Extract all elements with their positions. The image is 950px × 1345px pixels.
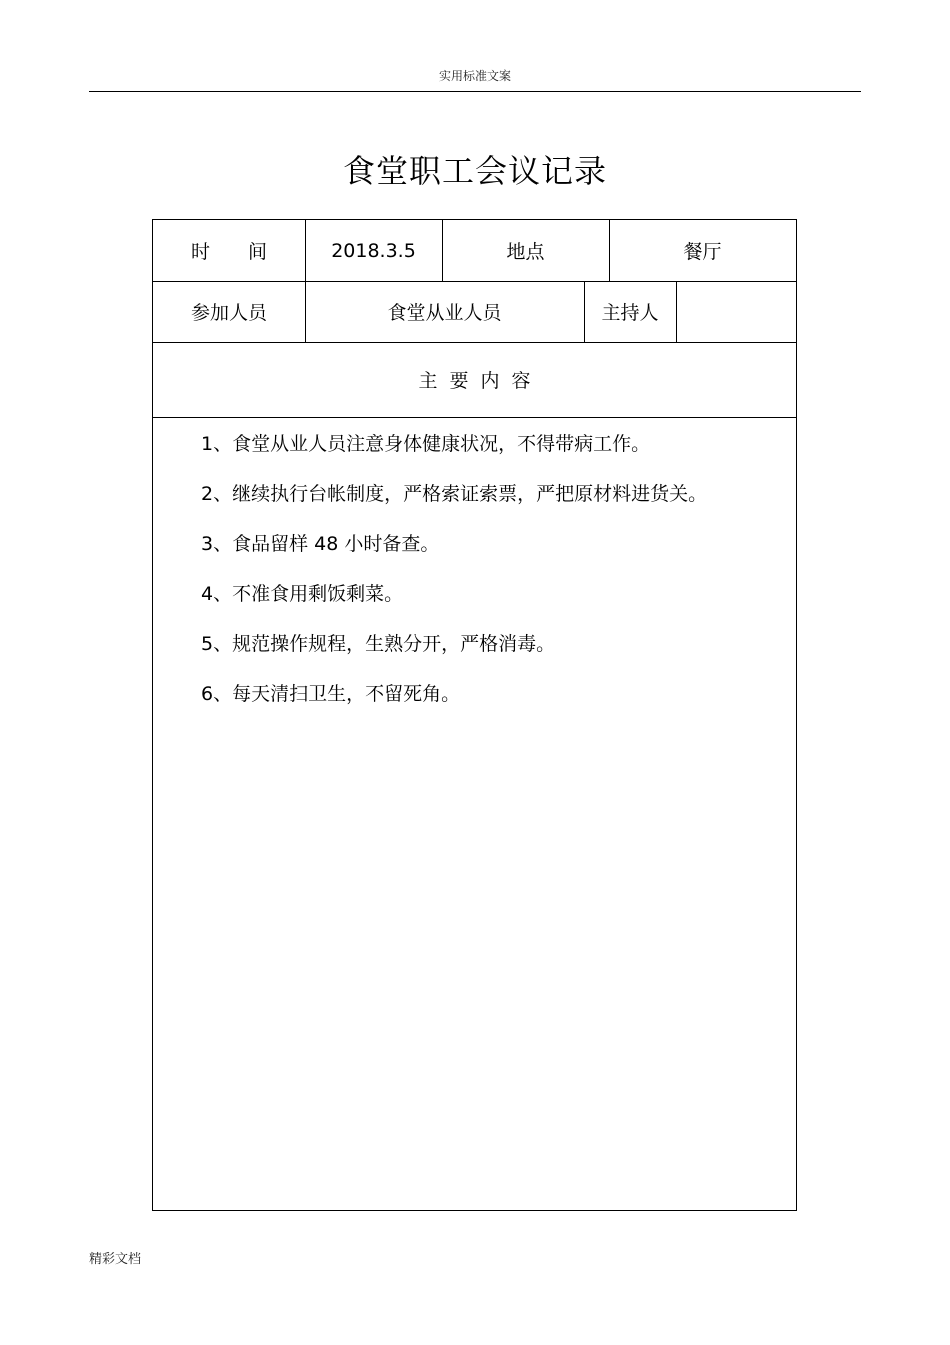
host-label: 主持人 (601, 302, 659, 324)
time-label: 时 间 (190, 241, 267, 263)
content-heading: 主要内容 (418, 370, 543, 392)
participants-label: 参加人员 (190, 302, 267, 324)
page-header-label: 实用标准文案 (438, 69, 511, 83)
list-item: 2、继续执行台帐制度，严格索证索票，严把原材料进货关。 (201, 483, 708, 505)
list-item: 5、规范操作规程，生熟分开，严格消毒。 (201, 633, 556, 655)
content-items-list (201, 430, 707, 730)
list-item: 4、不准食用剩饭剩菜。 (201, 583, 404, 605)
list-item: 6、每天清扫卫生，不留死角。 (201, 683, 461, 705)
host-value (676, 281, 796, 342)
list-item: 1、食堂从业人员注意身体健康状况，不得带病工作。 (201, 433, 651, 455)
meeting-record-table (152, 219, 797, 1211)
document-title: 食堂职工会议记录 (342, 152, 607, 190)
header-rule (89, 91, 861, 92)
time-value: 2018.3.5 (331, 239, 416, 262)
list-item: 3、食品留样 48 小时备查。 (201, 533, 440, 555)
place-value: 餐厅 (683, 241, 722, 263)
row-divider-3 (153, 417, 796, 418)
place-label: 地点 (506, 241, 545, 263)
page-footer-label: 精彩文档 (89, 1252, 142, 1267)
participants-value: 食堂从业人员 (387, 302, 502, 324)
